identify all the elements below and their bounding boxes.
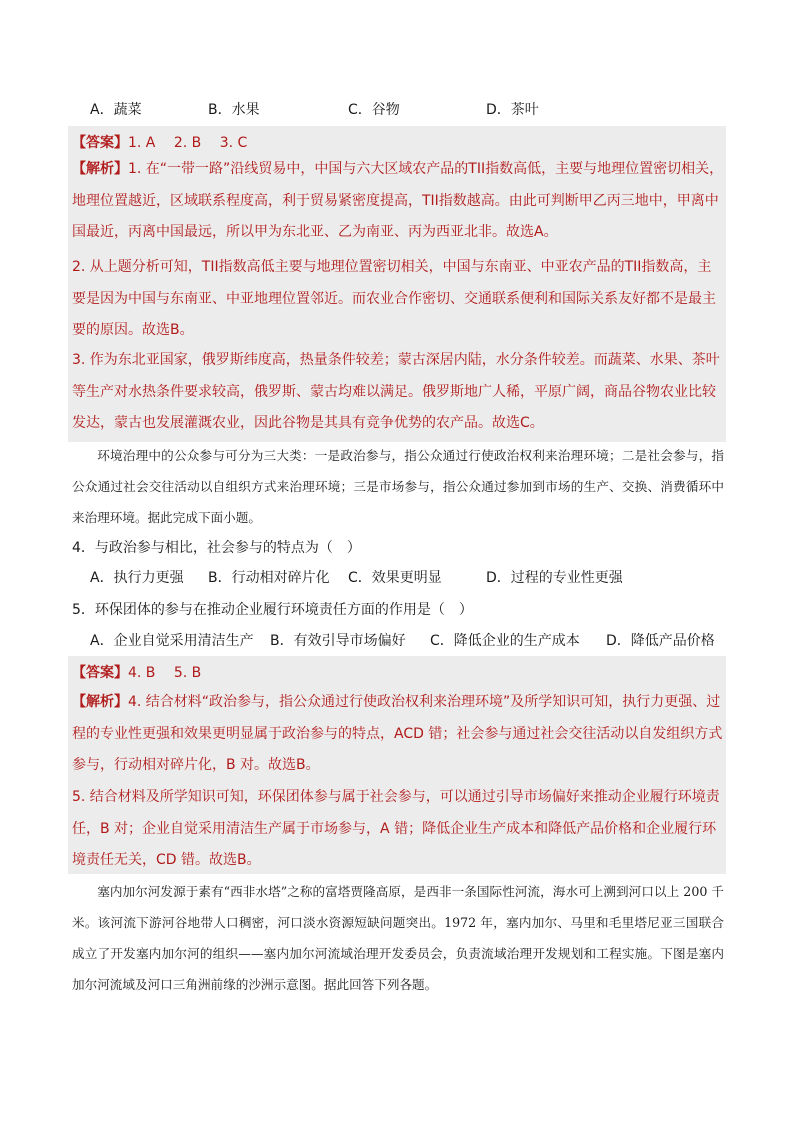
analysis-tag-2: 【解析】 (72, 694, 128, 710)
q4-option-b: B．行动相对碎片化 (208, 570, 330, 586)
answer-text-2: 4. B 5. B (128, 665, 202, 681)
analysis-tag: 【解析】 (72, 161, 128, 177)
q3-option-c: C．谷物 (348, 102, 400, 118)
answer-text: 1. A 2. B 3. C (128, 135, 248, 151)
answer-line-2 (72, 663, 201, 683)
answer-tag-2: 【答案】 (72, 665, 128, 681)
q3-option-b: B．水果 (208, 102, 260, 118)
q4-option-d: D．过程的专业性更强 (486, 570, 623, 586)
q4-stem: 4．与政治参与相比，社会参与的特点为（ ） (72, 540, 361, 556)
analysis-2-p1 (72, 687, 724, 782)
q5-option-c: C．降低企业的生产成本 (430, 633, 580, 649)
answer-line-1 (72, 133, 247, 153)
material-2: 环境治理中的公众参与可分为三大类：一是政治参与，指公众通过行使政治权利来治理环境；二是社会参与，指公众通过社会交往活动以自组织方式来治理环境；三是市场参与，指公众通过参加到市场的生产、交换、消费循环中来治理环境。据此完成下面小题。 (72, 448, 724, 525)
q5-option-d: D．降低产品价格 (606, 633, 715, 649)
q3-option-a: A．蔬菜 (90, 102, 142, 118)
analysis-2-p1-text: 4. 结合材料“政治参与，指公众通过行使政治权利来治理环境”及所学知识可知，执行力更强、过程的专业性更强和效果更明显属于政治参与的特点，ACD 错；社会参与通过社会交往活动以自发组织方式参与，行动相对碎片化，B 对。故选B。 (72, 694, 723, 773)
analysis-1-p3: 3. 作为东北亚国家，俄罗斯纬度高，热量条件较差；蒙古深居内陆，水分条件较差。而蔬菜、水果、茶叶等生产对水热条件要求较高，俄罗斯、蒙古均难以满足。俄罗斯地广人稀，平原广阔，商品谷物农业比较发达，蒙古也发展灌溉农业，因此谷物是其具有竞争优势的农产品。故选C。 (72, 352, 720, 431)
answer-tag: 【答案】 (72, 135, 128, 151)
q4-option-a: A．执行力更强 (90, 570, 184, 586)
material-3: 塞内加尔河发源于素有“西非水塔”之称的富塔贾隆高原，是西非一条国际性河流，海水可上溯到河口以上 200 千米。该河流下游河谷地带人口稠密，河口淡水资源短缺问题突出。1972 年，塞内加尔、马里和毛里塔尼亚三国联合成立了开发塞内加尔河的组织——塞内加尔河流域治理开发委员会，负责流域治理开发规划和工程实施。下图是塞内加尔河流域及河口三角洲前缘的沙洲示意图。据此回答下列各题。 (72, 884, 724, 992)
q5-option-a: A．企业自觉采用清洁生产 (90, 633, 254, 649)
q3-option-d: D．茶叶 (486, 102, 539, 118)
q5-stem: 5．环保团体的参与在推动企业履行环境责任方面的作用是（ ） (72, 602, 473, 618)
q5-option-b: B．有效引导市场偏好 (270, 633, 406, 649)
analysis-1-p1-text: 1. 在“一带一路”沿线贸易中，中国与六大区域农产品的TII指数高低，主要与地理位置密切相关，地理位置越近，区域联系程度高，利于贸易紧密度提高，TII指数越高。由此可判断甲乙丙三地中，甲离中国最近，丙离中国最远，所以甲为东北亚、乙为南亚、丙为西亚北非。故选A。 (72, 161, 724, 240)
q4-option-c: C．效果更明显 (348, 570, 442, 586)
analysis-1-p2: 2. 从上题分析可知，TII指数高低主要与地理位置密切相关，中国与东南亚、中亚农产品的TII指数高，主要是因为中国与东南亚、中亚地理位置邻近。而农业合作密切、交通联系便利和国际关系友好都不是最主要的原因。故选B。 (72, 259, 716, 338)
analysis-1-p1 (72, 154, 724, 249)
analysis-2-p2: 5. 结合材料及所学知识可知，环保团体参与属于社会参与，可以通过引导市场偏好来推动企业履行环境责任，B 对；企业自觉采用清洁生产属于市场参与，A 错；降低企业生产成本和降低产品价格和企业履行环境责任无关，CD 错。故选B。 (72, 789, 720, 868)
